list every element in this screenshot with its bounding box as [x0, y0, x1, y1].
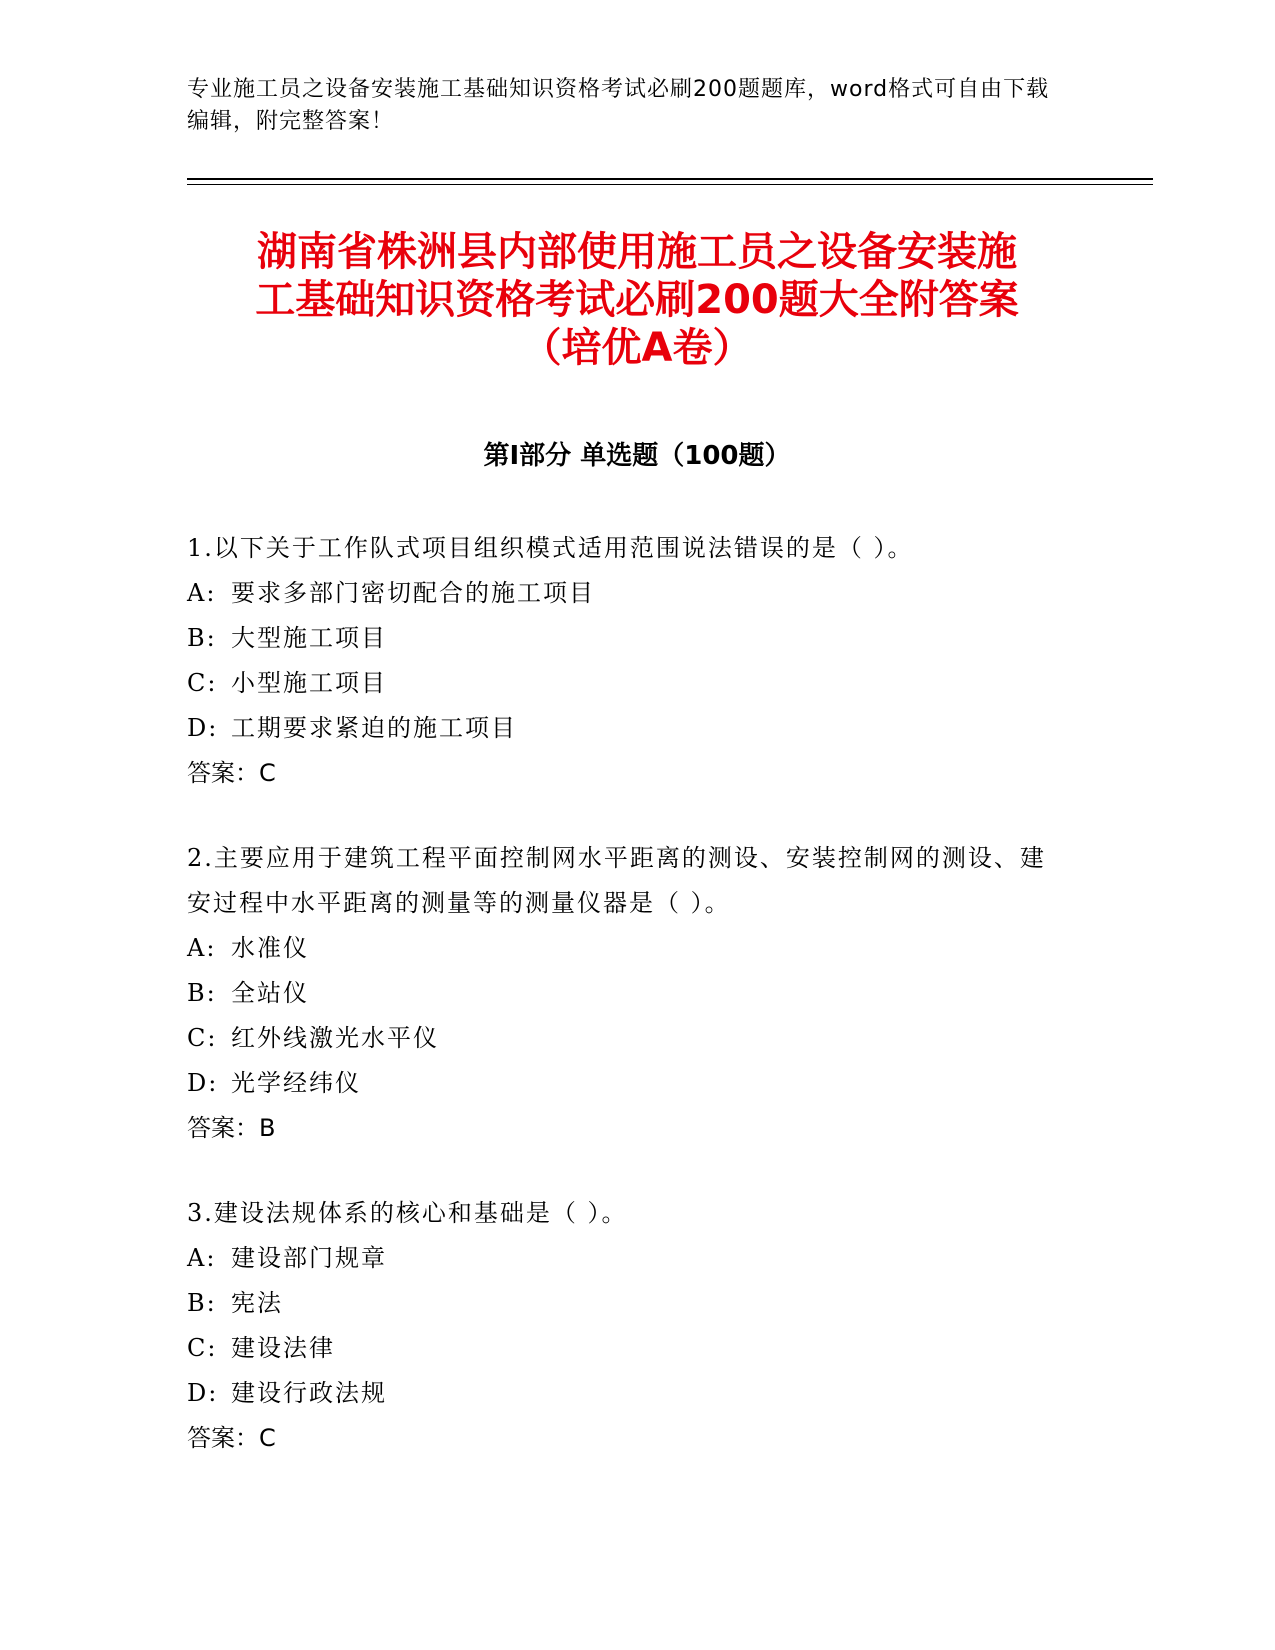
option-key: B:	[187, 1289, 217, 1317]
option-key: A:	[187, 1244, 217, 1272]
option-text: 建设法律	[231, 1334, 335, 1362]
question-1	[187, 526, 1067, 796]
option-c	[187, 1326, 1067, 1371]
option-key: A:	[187, 579, 217, 607]
question-stem: 3.建设法规体系的核心和基础是（ ）。	[187, 1199, 628, 1227]
document-title-line-2: 工基础知识资格考试必刷200题大全附答案	[255, 277, 1019, 323]
question-list	[187, 526, 1067, 1501]
option-a	[187, 926, 1067, 971]
header-rule-thin	[187, 184, 1153, 185]
option-text: 宪法	[231, 1289, 283, 1317]
document-title-line-1: 湖南省株洲县内部使用施工员之设备安装施	[257, 229, 1017, 275]
option-key: B:	[187, 624, 217, 652]
option-key: A:	[187, 934, 217, 962]
option-a	[187, 571, 1067, 616]
option-text: 建设行政法规	[231, 1379, 387, 1407]
option-a	[187, 1236, 1067, 1281]
option-key: C:	[187, 669, 218, 697]
option-text: 光学经纬仪	[231, 1069, 361, 1097]
option-text: 建设部门规章	[231, 1244, 387, 1272]
option-key: C:	[187, 1024, 218, 1052]
option-d	[187, 1061, 1067, 1106]
question-2	[187, 836, 1067, 1151]
document-title	[187, 228, 1087, 372]
option-text: 水准仪	[231, 934, 309, 962]
document-title-line-3: （培优A卷）	[521, 325, 753, 371]
option-b	[187, 616, 1067, 661]
option-b	[187, 971, 1067, 1016]
option-key: D:	[187, 1379, 219, 1407]
question-3	[187, 1191, 1067, 1461]
option-text: 全站仪	[231, 979, 309, 1007]
option-text: 小型施工项目	[231, 669, 387, 697]
option-key: C:	[187, 1334, 218, 1362]
option-key: D:	[187, 714, 219, 742]
answer-line: 答案：C	[187, 1424, 276, 1452]
question-stem: 2.主要应用于建筑工程平面控制网水平距离的测设、安装控制网的测设、建安过程中水平距离的测量等的测量仪器是（ ）。	[187, 844, 1046, 917]
question-stem: 1.以下关于工作队式项目组织模式适用范围说法错误的是（ ）。	[187, 534, 914, 562]
option-c	[187, 1016, 1067, 1061]
option-text: 大型施工项目	[231, 624, 387, 652]
answer-line: 答案：C	[187, 759, 276, 787]
header-note: 专业施工员之设备安装施工基础知识资格考试必刷200题题库，word格式可自由下载编辑，附完整答案！	[187, 77, 1050, 134]
section-title: 第Ⅰ部分 单选题（100题）	[483, 441, 791, 471]
option-key: D:	[187, 1069, 219, 1097]
option-c	[187, 661, 1067, 706]
option-d	[187, 706, 1067, 751]
option-text: 红外线激光水平仪	[231, 1024, 439, 1052]
option-d	[187, 1371, 1067, 1416]
option-text: 工期要求紧迫的施工项目	[231, 714, 517, 742]
option-b	[187, 1281, 1067, 1326]
answer-line: 答案：B	[187, 1114, 276, 1142]
option-text: 要求多部门密切配合的施工项目	[231, 579, 595, 607]
option-key: B:	[187, 979, 217, 1007]
header-rule-thick	[187, 178, 1153, 180]
